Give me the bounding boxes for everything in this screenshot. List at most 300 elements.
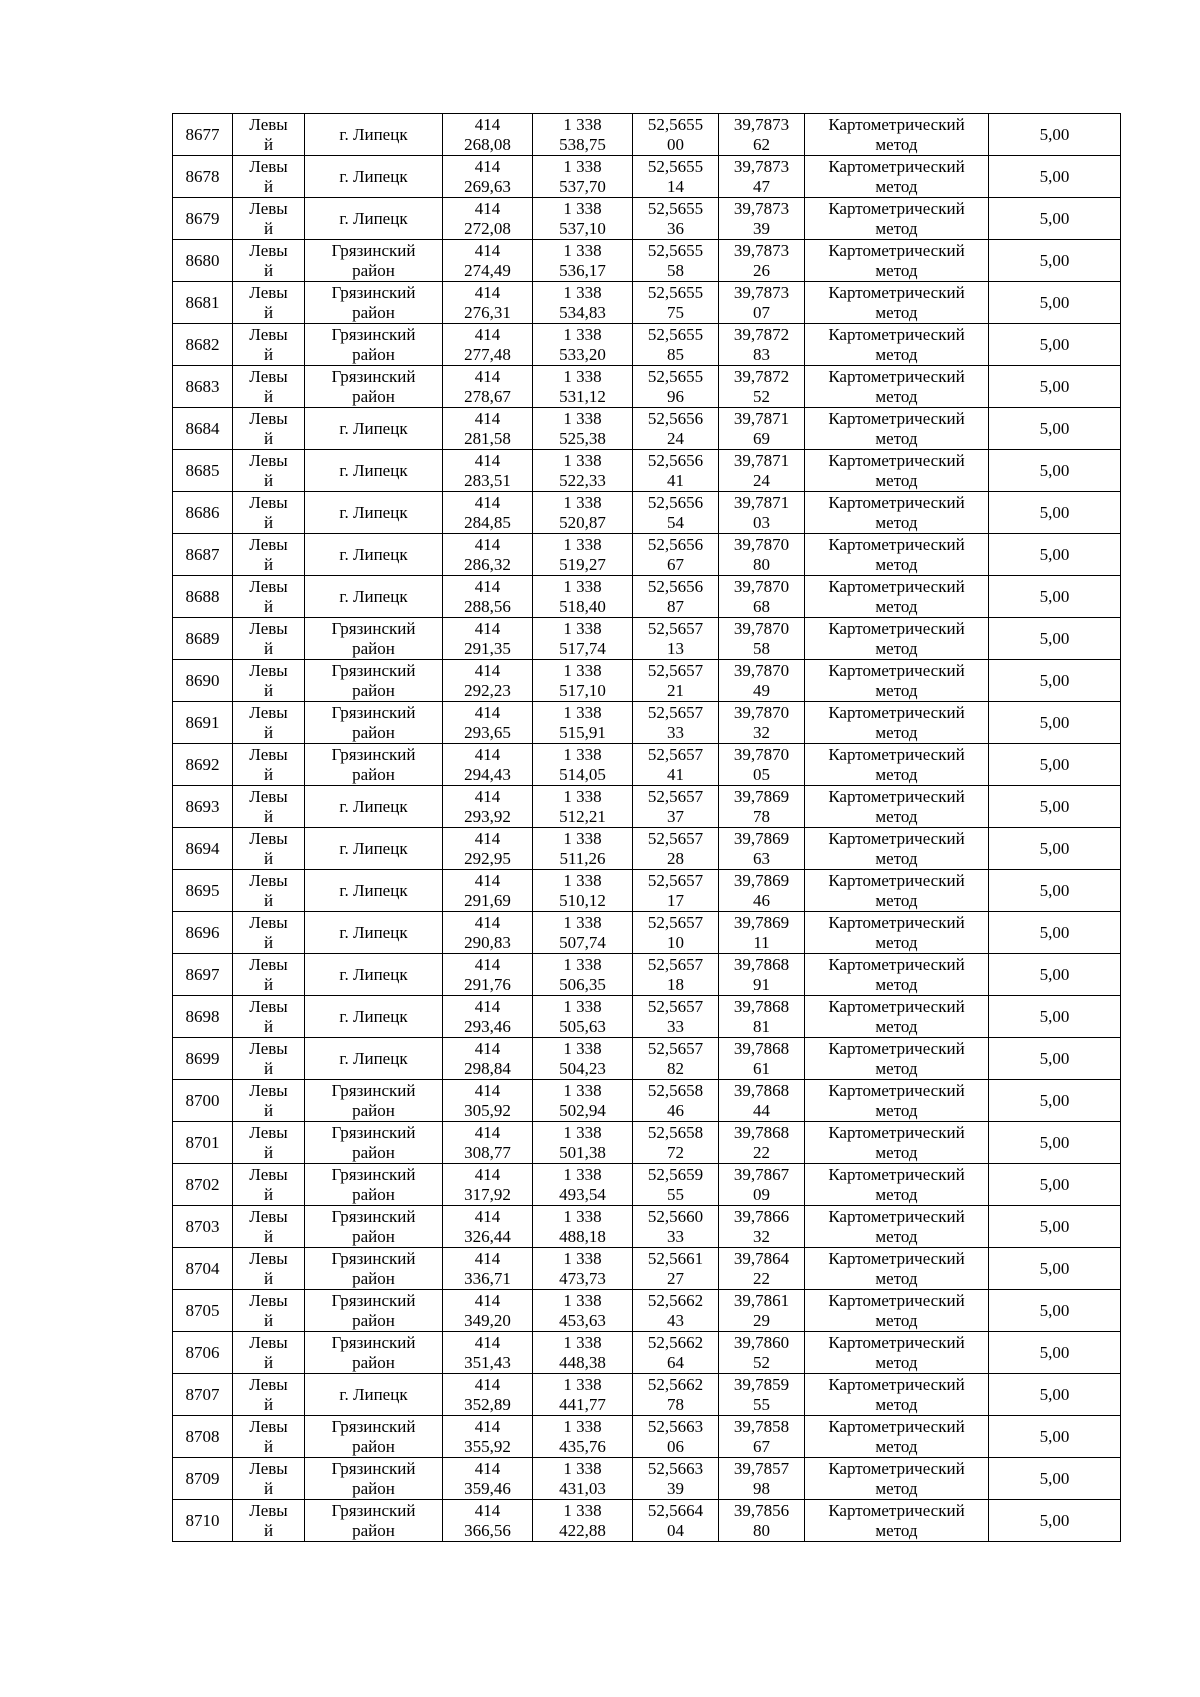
area-cell-line: район bbox=[352, 764, 395, 784]
point-number-cell: 8708 bbox=[173, 1416, 233, 1458]
method-cell bbox=[805, 324, 989, 366]
area-cell bbox=[305, 1164, 443, 1206]
area-cell bbox=[305, 912, 443, 954]
longitude-cell-line: 44 bbox=[753, 1100, 770, 1120]
longitude-cell-line: 61 bbox=[753, 1058, 770, 1078]
area-cell-line: район bbox=[352, 638, 395, 658]
latitude-cell bbox=[633, 492, 719, 534]
table-row bbox=[173, 1248, 1121, 1290]
area-cell bbox=[305, 1374, 443, 1416]
method-cell-line: метод bbox=[875, 1142, 918, 1162]
area-cell-line: Грязинский bbox=[331, 1458, 416, 1478]
longitude-cell-line: 39,7870 bbox=[733, 534, 790, 554]
side-cell-line: Левы bbox=[249, 282, 288, 302]
x-coordinate-cell-line: 305,92 bbox=[464, 1100, 511, 1120]
method-cell bbox=[805, 1248, 989, 1290]
area-cell-line: район bbox=[352, 1436, 395, 1456]
y-coordinate-cell-line: 1 338 bbox=[563, 198, 602, 218]
x-coordinate-cell-line: 414 bbox=[474, 408, 501, 428]
area-cell-line: Грязинский bbox=[331, 702, 416, 722]
area-cell bbox=[305, 1122, 443, 1164]
latitude-cell-line: 10 bbox=[667, 932, 684, 952]
point-number-cell: 8707 bbox=[173, 1374, 233, 1416]
side-cell bbox=[233, 954, 305, 996]
side-cell-line: Левы bbox=[249, 1458, 288, 1478]
y-coordinate-cell bbox=[533, 534, 633, 576]
side-cell-line: Левы bbox=[249, 786, 288, 806]
longitude-cell bbox=[719, 618, 805, 660]
x-coordinate-cell bbox=[443, 450, 533, 492]
side-cell-line: й bbox=[263, 974, 274, 994]
area-cell bbox=[305, 660, 443, 702]
method-cell-line: Картометрический bbox=[828, 996, 965, 1016]
side-cell-line: й bbox=[263, 1142, 274, 1162]
side-cell-line: й bbox=[263, 344, 274, 364]
y-coordinate-cell bbox=[533, 114, 633, 156]
x-coordinate-cell-line: 414 bbox=[474, 1248, 501, 1268]
table-row bbox=[173, 1290, 1121, 1332]
x-coordinate-cell-line: 293,46 bbox=[464, 1016, 511, 1036]
latitude-cell-line: 85 bbox=[667, 344, 684, 364]
longitude-cell-line: 39 bbox=[753, 218, 770, 238]
x-coordinate-cell bbox=[443, 1164, 533, 1206]
latitude-cell-line: 41 bbox=[667, 470, 684, 490]
latitude-cell-line: 52,5662 bbox=[647, 1290, 704, 1310]
x-coordinate-cell-line: 414 bbox=[474, 156, 501, 176]
longitude-cell-line: 81 bbox=[753, 1016, 770, 1036]
y-coordinate-cell-line: 1 338 bbox=[563, 114, 602, 134]
longitude-cell bbox=[719, 828, 805, 870]
area-cell bbox=[305, 366, 443, 408]
x-coordinate-cell bbox=[443, 828, 533, 870]
latitude-cell-line: 52,5659 bbox=[647, 1164, 704, 1184]
side-cell-line: Левы bbox=[249, 198, 288, 218]
method-cell-line: Картометрический bbox=[828, 576, 965, 596]
y-coordinate-cell-line: 518,40 bbox=[559, 596, 606, 616]
y-coordinate-cell-line: 1 338 bbox=[563, 576, 602, 596]
x-coordinate-cell-line: 292,23 bbox=[464, 680, 511, 700]
longitude-cell bbox=[719, 954, 805, 996]
area-cell bbox=[305, 870, 443, 912]
method-cell-line: Картометрический bbox=[828, 408, 965, 428]
x-coordinate-cell bbox=[443, 1332, 533, 1374]
latitude-cell bbox=[633, 912, 719, 954]
y-coordinate-cell-line: 431,03 bbox=[559, 1478, 606, 1498]
area-cell-line: Грязинский bbox=[331, 618, 416, 638]
latitude-cell-line: 27 bbox=[667, 1268, 684, 1288]
x-coordinate-cell bbox=[443, 240, 533, 282]
area-cell-line: район bbox=[352, 260, 395, 280]
longitude-cell bbox=[719, 492, 805, 534]
x-coordinate-cell-line: 414 bbox=[474, 450, 501, 470]
side-cell-line: Левы bbox=[249, 114, 288, 134]
point-number-cell: 8686 bbox=[173, 492, 233, 534]
latitude-cell bbox=[633, 660, 719, 702]
table-row bbox=[173, 912, 1121, 954]
point-number-cell: 8700 bbox=[173, 1080, 233, 1122]
latitude-cell bbox=[633, 954, 719, 996]
y-coordinate-cell-line: 422,88 bbox=[559, 1520, 606, 1540]
x-coordinate-cell-line: 414 bbox=[474, 114, 501, 134]
side-cell bbox=[233, 1290, 305, 1332]
longitude-cell-line: 39,7871 bbox=[733, 492, 790, 512]
side-cell bbox=[233, 870, 305, 912]
x-coordinate-cell bbox=[443, 156, 533, 198]
longitude-cell-line: 39,7870 bbox=[733, 702, 790, 722]
method-cell bbox=[805, 828, 989, 870]
side-cell-line: й bbox=[263, 176, 274, 196]
longitude-cell bbox=[719, 1248, 805, 1290]
accuracy-cell: 5,00 bbox=[989, 828, 1121, 870]
side-cell-line: й bbox=[263, 848, 274, 868]
y-coordinate-cell-line: 1 338 bbox=[563, 1458, 602, 1478]
table-row bbox=[173, 492, 1121, 534]
y-coordinate-cell-line: 1 338 bbox=[563, 912, 602, 932]
method-cell-line: метод bbox=[875, 428, 918, 448]
area-cell-line: район bbox=[352, 1310, 395, 1330]
method-cell bbox=[805, 198, 989, 240]
y-coordinate-cell-line: 538,75 bbox=[559, 134, 606, 154]
latitude-cell-line: 52,5655 bbox=[647, 282, 704, 302]
x-coordinate-cell-line: 414 bbox=[474, 1332, 501, 1352]
y-coordinate-cell-line: 1 338 bbox=[563, 1416, 602, 1436]
x-coordinate-cell-line: 414 bbox=[474, 282, 501, 302]
longitude-cell-line: 39,7871 bbox=[733, 408, 790, 428]
side-cell-line: Левы bbox=[249, 702, 288, 722]
x-coordinate-cell bbox=[443, 576, 533, 618]
method-cell-line: метод bbox=[875, 1226, 918, 1246]
accuracy-cell: 5,00 bbox=[989, 1374, 1121, 1416]
longitude-cell-line: 39,7866 bbox=[733, 1206, 790, 1226]
area-cell-line: Грязинский bbox=[331, 1248, 416, 1268]
x-coordinate-cell bbox=[443, 366, 533, 408]
side-cell bbox=[233, 534, 305, 576]
x-coordinate-cell-line: 288,56 bbox=[464, 596, 511, 616]
latitude-cell-line: 87 bbox=[667, 596, 684, 616]
y-coordinate-cell-line: 1 338 bbox=[563, 618, 602, 638]
side-cell-line: Левы bbox=[249, 450, 288, 470]
longitude-cell-line: 39,7859 bbox=[733, 1374, 790, 1394]
longitude-cell-line: 39,7873 bbox=[733, 282, 790, 302]
area-cell-line: г. Липецк bbox=[339, 502, 408, 522]
accuracy-cell: 5,00 bbox=[989, 1500, 1121, 1542]
accuracy-cell: 5,00 bbox=[989, 1206, 1121, 1248]
y-coordinate-cell-line: 537,70 bbox=[559, 176, 606, 196]
longitude-cell bbox=[719, 1080, 805, 1122]
table-row bbox=[173, 1080, 1121, 1122]
x-coordinate-cell bbox=[443, 870, 533, 912]
x-coordinate-cell-line: 414 bbox=[474, 1458, 501, 1478]
x-coordinate-cell-line: 414 bbox=[474, 618, 501, 638]
y-coordinate-cell-line: 534,83 bbox=[559, 302, 606, 322]
x-coordinate-cell-line: 281,58 bbox=[464, 428, 511, 448]
latitude-cell-line: 17 bbox=[667, 890, 684, 910]
latitude-cell-line: 52,5662 bbox=[647, 1374, 704, 1394]
x-coordinate-cell-line: 293,92 bbox=[464, 806, 511, 826]
longitude-cell-line: 09 bbox=[753, 1184, 770, 1204]
area-cell-line: Грязинский bbox=[331, 1080, 416, 1100]
side-cell-line: й bbox=[263, 1268, 274, 1288]
accuracy-cell: 5,00 bbox=[989, 618, 1121, 660]
area-cell-line: Грязинский bbox=[331, 366, 416, 386]
area-cell bbox=[305, 1500, 443, 1542]
y-coordinate-cell-line: 1 338 bbox=[563, 744, 602, 764]
y-coordinate-cell-line: 517,74 bbox=[559, 638, 606, 658]
side-cell bbox=[233, 1206, 305, 1248]
longitude-cell bbox=[719, 1374, 805, 1416]
side-cell bbox=[233, 156, 305, 198]
latitude-cell bbox=[633, 702, 719, 744]
latitude-cell-line: 52,5661 bbox=[647, 1248, 704, 1268]
latitude-cell bbox=[633, 1122, 719, 1164]
y-coordinate-cell-line: 435,76 bbox=[559, 1436, 606, 1456]
x-coordinate-cell bbox=[443, 324, 533, 366]
method-cell-line: Картометрический bbox=[828, 1122, 965, 1142]
latitude-cell bbox=[633, 1080, 719, 1122]
y-coordinate-cell-line: 514,05 bbox=[559, 764, 606, 784]
x-coordinate-cell-line: 284,85 bbox=[464, 512, 511, 532]
side-cell-line: Левы bbox=[249, 408, 288, 428]
area-cell-line: г. Липецк bbox=[339, 838, 408, 858]
y-coordinate-cell bbox=[533, 450, 633, 492]
side-cell-line: Левы bbox=[249, 576, 288, 596]
accuracy-cell: 5,00 bbox=[989, 744, 1121, 786]
accuracy-cell: 5,00 bbox=[989, 282, 1121, 324]
latitude-cell bbox=[633, 198, 719, 240]
latitude-cell bbox=[633, 576, 719, 618]
method-cell-line: метод bbox=[875, 1520, 918, 1540]
y-coordinate-cell-line: 525,38 bbox=[559, 428, 606, 448]
latitude-cell bbox=[633, 156, 719, 198]
method-cell bbox=[805, 786, 989, 828]
side-cell-line: Левы bbox=[249, 492, 288, 512]
method-cell bbox=[805, 1374, 989, 1416]
side-cell bbox=[233, 618, 305, 660]
method-cell-line: Картометрический bbox=[828, 534, 965, 554]
area-cell bbox=[305, 786, 443, 828]
side-cell-line: й bbox=[263, 596, 274, 616]
area-cell bbox=[305, 1080, 443, 1122]
side-cell-line: Левы bbox=[249, 366, 288, 386]
x-coordinate-cell bbox=[443, 198, 533, 240]
side-cell bbox=[233, 996, 305, 1038]
latitude-cell-line: 75 bbox=[667, 302, 684, 322]
longitude-cell-line: 63 bbox=[753, 848, 770, 868]
longitude-cell-line: 80 bbox=[753, 554, 770, 574]
point-number-cell: 8680 bbox=[173, 240, 233, 282]
longitude-cell-line: 47 bbox=[753, 176, 770, 196]
method-cell-line: метод bbox=[875, 764, 918, 784]
area-cell-line: г. Липецк bbox=[339, 1048, 408, 1068]
latitude-cell-line: 52,5664 bbox=[647, 1500, 704, 1520]
method-cell-line: Картометрический bbox=[828, 1374, 965, 1394]
longitude-cell-line: 05 bbox=[753, 764, 770, 784]
side-cell-line: й bbox=[263, 722, 274, 742]
latitude-cell bbox=[633, 1164, 719, 1206]
area-cell bbox=[305, 576, 443, 618]
point-number-cell: 8696 bbox=[173, 912, 233, 954]
method-cell bbox=[805, 660, 989, 702]
method-cell bbox=[805, 1122, 989, 1164]
method-cell-line: Картометрический bbox=[828, 702, 965, 722]
x-coordinate-cell bbox=[443, 744, 533, 786]
x-coordinate-cell-line: 414 bbox=[474, 996, 501, 1016]
method-cell-line: метод bbox=[875, 1352, 918, 1372]
longitude-cell-line: 39,7872 bbox=[733, 366, 790, 386]
y-coordinate-cell-line: 1 338 bbox=[563, 408, 602, 428]
side-cell bbox=[233, 1080, 305, 1122]
x-coordinate-cell-line: 291,69 bbox=[464, 890, 511, 910]
method-cell bbox=[805, 1500, 989, 1542]
side-cell bbox=[233, 1374, 305, 1416]
latitude-cell-line: 41 bbox=[667, 764, 684, 784]
y-coordinate-cell-line: 511,26 bbox=[559, 848, 606, 868]
method-cell bbox=[805, 702, 989, 744]
longitude-cell-line: 52 bbox=[753, 386, 770, 406]
y-coordinate-cell-line: 505,63 bbox=[559, 1016, 606, 1036]
point-number-cell: 8702 bbox=[173, 1164, 233, 1206]
latitude-cell-line: 52,5657 bbox=[647, 744, 704, 764]
accuracy-cell: 5,00 bbox=[989, 1248, 1121, 1290]
latitude-cell-line: 52,5656 bbox=[647, 576, 704, 596]
area-cell bbox=[305, 618, 443, 660]
x-coordinate-cell bbox=[443, 660, 533, 702]
longitude-cell-line: 39,7860 bbox=[733, 1332, 790, 1352]
latitude-cell-line: 52,5663 bbox=[647, 1416, 704, 1436]
point-number-cell: 8681 bbox=[173, 282, 233, 324]
side-cell-line: й bbox=[263, 470, 274, 490]
latitude-cell-line: 13 bbox=[667, 638, 684, 658]
longitude-cell bbox=[719, 1164, 805, 1206]
longitude-cell bbox=[719, 324, 805, 366]
area-cell bbox=[305, 198, 443, 240]
x-coordinate-cell bbox=[443, 1206, 533, 1248]
area-cell bbox=[305, 324, 443, 366]
point-number-cell: 8678 bbox=[173, 156, 233, 198]
y-coordinate-cell bbox=[533, 156, 633, 198]
accuracy-cell: 5,00 bbox=[989, 324, 1121, 366]
side-cell-line: й bbox=[263, 1100, 274, 1120]
longitude-cell bbox=[719, 450, 805, 492]
longitude-cell-line: 39,7873 bbox=[733, 240, 790, 260]
latitude-cell-line: 64 bbox=[667, 1352, 684, 1372]
table-row bbox=[173, 828, 1121, 870]
side-cell-line: й bbox=[263, 512, 274, 532]
y-coordinate-cell-line: 522,33 bbox=[559, 470, 606, 490]
method-cell bbox=[805, 1416, 989, 1458]
point-number-cell: 8699 bbox=[173, 1038, 233, 1080]
point-number-cell: 8689 bbox=[173, 618, 233, 660]
area-cell bbox=[305, 1290, 443, 1332]
area-cell-line: район bbox=[352, 1478, 395, 1498]
x-coordinate-cell bbox=[443, 492, 533, 534]
method-cell-line: Картометрический bbox=[828, 1458, 965, 1478]
point-number-cell: 8688 bbox=[173, 576, 233, 618]
x-coordinate-cell bbox=[443, 912, 533, 954]
y-coordinate-cell bbox=[533, 996, 633, 1038]
point-number-cell: 8701 bbox=[173, 1122, 233, 1164]
area-cell-line: г. Липецк bbox=[339, 796, 408, 816]
point-number-cell: 8694 bbox=[173, 828, 233, 870]
longitude-cell-line: 22 bbox=[753, 1268, 770, 1288]
latitude-cell-line: 24 bbox=[667, 428, 684, 448]
side-cell-line: й bbox=[263, 680, 274, 700]
side-cell-line: Левы bbox=[249, 1500, 288, 1520]
latitude-cell-line: 52,5655 bbox=[647, 114, 704, 134]
method-cell-line: метод bbox=[875, 1184, 918, 1204]
side-cell-line: й bbox=[263, 1226, 274, 1246]
longitude-cell-line: 39,7870 bbox=[733, 576, 790, 596]
table-row bbox=[173, 240, 1121, 282]
x-coordinate-cell-line: 298,84 bbox=[464, 1058, 511, 1078]
x-coordinate-cell-line: 276,31 bbox=[464, 302, 511, 322]
accuracy-cell: 5,00 bbox=[989, 1416, 1121, 1458]
table-row bbox=[173, 702, 1121, 744]
longitude-cell bbox=[719, 1038, 805, 1080]
area-cell-line: район bbox=[352, 1100, 395, 1120]
x-coordinate-cell bbox=[443, 1038, 533, 1080]
side-cell bbox=[233, 492, 305, 534]
latitude-cell-line: 39 bbox=[667, 1478, 684, 1498]
point-number-cell: 8692 bbox=[173, 744, 233, 786]
x-coordinate-cell-line: 366,56 bbox=[464, 1520, 511, 1540]
side-cell-line: й bbox=[263, 134, 274, 154]
x-coordinate-cell-line: 414 bbox=[474, 324, 501, 344]
table-row bbox=[173, 198, 1121, 240]
x-coordinate-cell-line: 326,44 bbox=[464, 1226, 511, 1246]
table-row bbox=[173, 1500, 1121, 1542]
y-coordinate-cell-line: 493,54 bbox=[559, 1184, 606, 1204]
longitude-cell-line: 98 bbox=[753, 1478, 770, 1498]
accuracy-cell: 5,00 bbox=[989, 450, 1121, 492]
side-cell-line: Левы bbox=[249, 912, 288, 932]
side-cell-line: Левы bbox=[249, 1374, 288, 1394]
latitude-cell-line: 96 bbox=[667, 386, 684, 406]
side-cell bbox=[233, 324, 305, 366]
accuracy-cell: 5,00 bbox=[989, 576, 1121, 618]
x-coordinate-cell bbox=[443, 1080, 533, 1122]
area-cell bbox=[305, 954, 443, 996]
latitude-cell-line: 52,5657 bbox=[647, 618, 704, 638]
longitude-cell bbox=[719, 1416, 805, 1458]
y-coordinate-cell-line: 1 338 bbox=[563, 492, 602, 512]
side-cell-line: й bbox=[263, 806, 274, 826]
longitude-cell-line: 03 bbox=[753, 512, 770, 532]
area-cell bbox=[305, 828, 443, 870]
side-cell bbox=[233, 702, 305, 744]
latitude-cell-line: 82 bbox=[667, 1058, 684, 1078]
x-coordinate-cell-line: 414 bbox=[474, 1416, 501, 1436]
latitude-cell-line: 52,5657 bbox=[647, 912, 704, 932]
latitude-cell-line: 52,5658 bbox=[647, 1080, 704, 1100]
table-row bbox=[173, 660, 1121, 702]
method-cell bbox=[805, 912, 989, 954]
side-cell-line: Левы bbox=[249, 1416, 288, 1436]
area-cell-line: г. Липецк bbox=[339, 586, 408, 606]
method-cell-line: метод bbox=[875, 974, 918, 994]
area-cell-line: г. Липецк bbox=[339, 418, 408, 438]
method-cell-line: метод bbox=[875, 1310, 918, 1330]
longitude-cell-line: 39,7864 bbox=[733, 1248, 790, 1268]
method-cell bbox=[805, 450, 989, 492]
method-cell-line: Картометрический bbox=[828, 114, 965, 134]
y-coordinate-cell bbox=[533, 618, 633, 660]
x-coordinate-cell-line: 414 bbox=[474, 1164, 501, 1184]
longitude-cell-line: 80 bbox=[753, 1520, 770, 1540]
method-cell-line: Картометрический bbox=[828, 1164, 965, 1184]
latitude-cell-line: 78 bbox=[667, 1394, 684, 1414]
area-cell-line: район bbox=[352, 344, 395, 364]
